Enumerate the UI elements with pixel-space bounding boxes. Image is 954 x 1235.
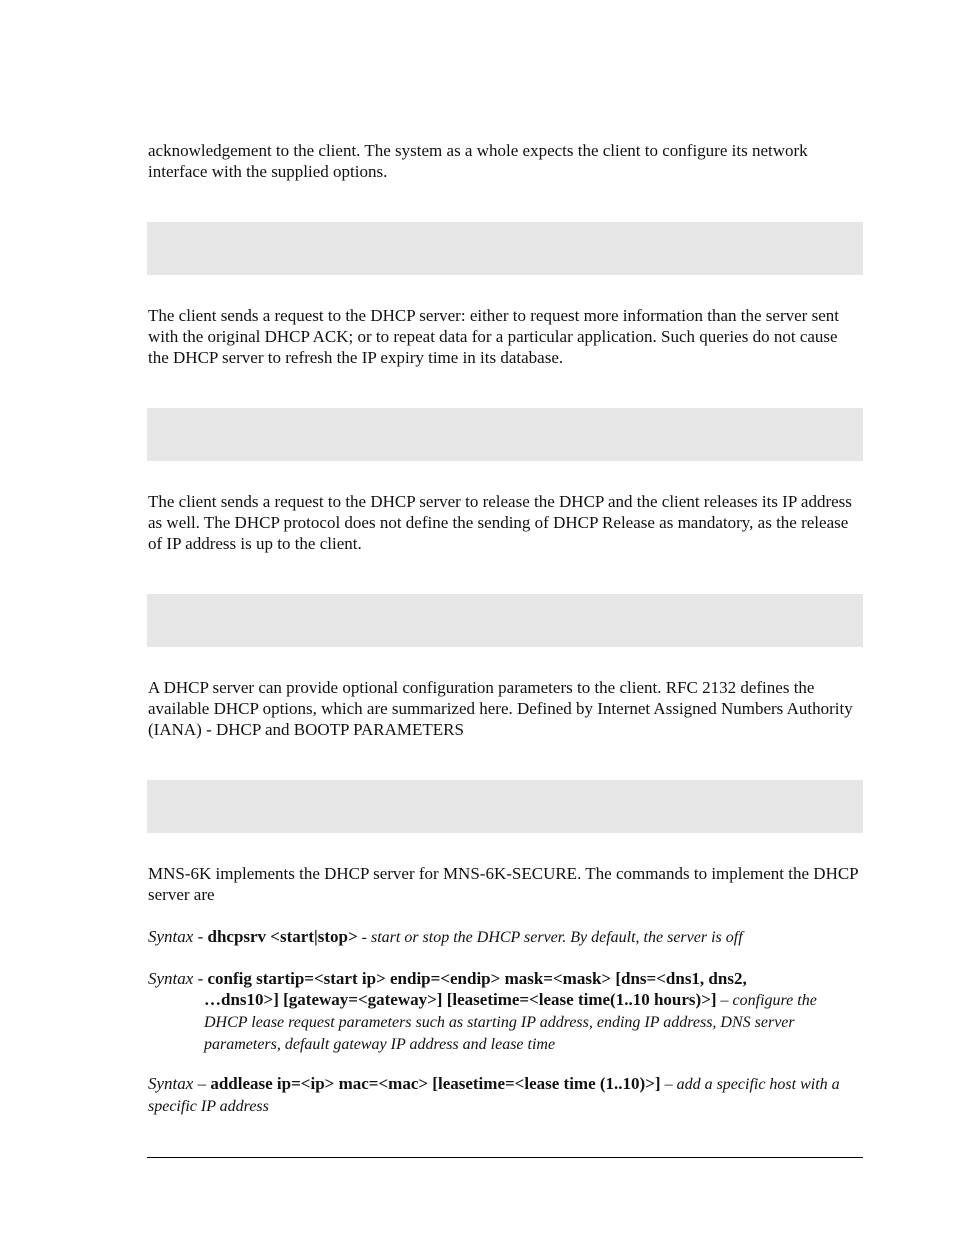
document-page bbox=[148, 0, 862, 1235]
paragraph-dhcp-inform: The client sends a request to the DHCP server: either to request more information than the server sent with the original DHCP ACK; or to repeat data for a particular application. Such queries do not cause the DHCP server to refresh the IP expiry time in its database. bbox=[148, 306, 839, 367]
section-heading-band bbox=[147, 222, 863, 275]
syntax-description: add a specific host with a specific IP address bbox=[148, 1076, 840, 1115]
paragraph-dhcp-release: The client sends a request to the DHCP server to release the DHCP and the client releases its IP address as well. The DHCP protocol does not define the sending of DHCP Release as mandatory, as the release of IP address is up to the client. bbox=[148, 492, 852, 553]
syntax-dhcpsrv bbox=[148, 926, 862, 948]
footer-rule bbox=[147, 1157, 863, 1158]
syntax-separator: – bbox=[660, 1076, 677, 1093]
syntax-continuation bbox=[148, 989, 862, 1055]
paragraph-dhcp-ack: acknowledgement to the client. The system as a whole expects the client to configure its network interface with the supplied options. bbox=[148, 141, 808, 181]
syntax-command: addlease ip=<ip> mac=<mac> [leasetime=<lease time (1..10)>] bbox=[210, 1074, 661, 1093]
syntax-command: config startip=<start ip> endip=<endip> mask=<mask> [dns=<dns1, dns2, bbox=[207, 969, 747, 988]
syntax-separator: - bbox=[357, 929, 371, 946]
syntax-config bbox=[148, 968, 862, 1055]
paragraph-mns-dhcp-server: MNS-6K implements the DHCP server for MNS-6K-SECURE. The commands to implement the DHCP server are bbox=[148, 864, 859, 904]
syntax-description: configure the DHCP lease request parameters such as starting IP address, ending IP address, DNS server parameters, default gateway IP address and lease time bbox=[204, 992, 817, 1053]
syntax-command: dhcpsrv <start|stop> bbox=[207, 927, 358, 946]
section-heading-band bbox=[147, 408, 863, 461]
syntax-label: Syntax - bbox=[148, 969, 208, 988]
syntax-label: Syntax – bbox=[148, 1074, 211, 1093]
syntax-separator: – bbox=[716, 992, 733, 1009]
paragraph-dhcp-options: A DHCP server can provide optional configuration parameters to the client. RFC 2132 defines the available DHCP options, which are summarized here. Defined by Internet Assigned Numbers Authority (IANA) - DHCP and BOOTP PARAMETERS bbox=[148, 678, 853, 739]
syntax-command-continued: …dns10>] [gateway=<gateway>] [leasetime=<lease time(1..10 hours)>] bbox=[204, 990, 717, 1009]
syntax-label: Syntax - bbox=[148, 927, 208, 946]
syntax-description: start or stop the DHCP server. By default, the server is off bbox=[370, 929, 743, 946]
section-heading-band bbox=[147, 780, 863, 833]
section-heading-band bbox=[147, 594, 863, 647]
syntax-addlease bbox=[148, 1073, 862, 1117]
